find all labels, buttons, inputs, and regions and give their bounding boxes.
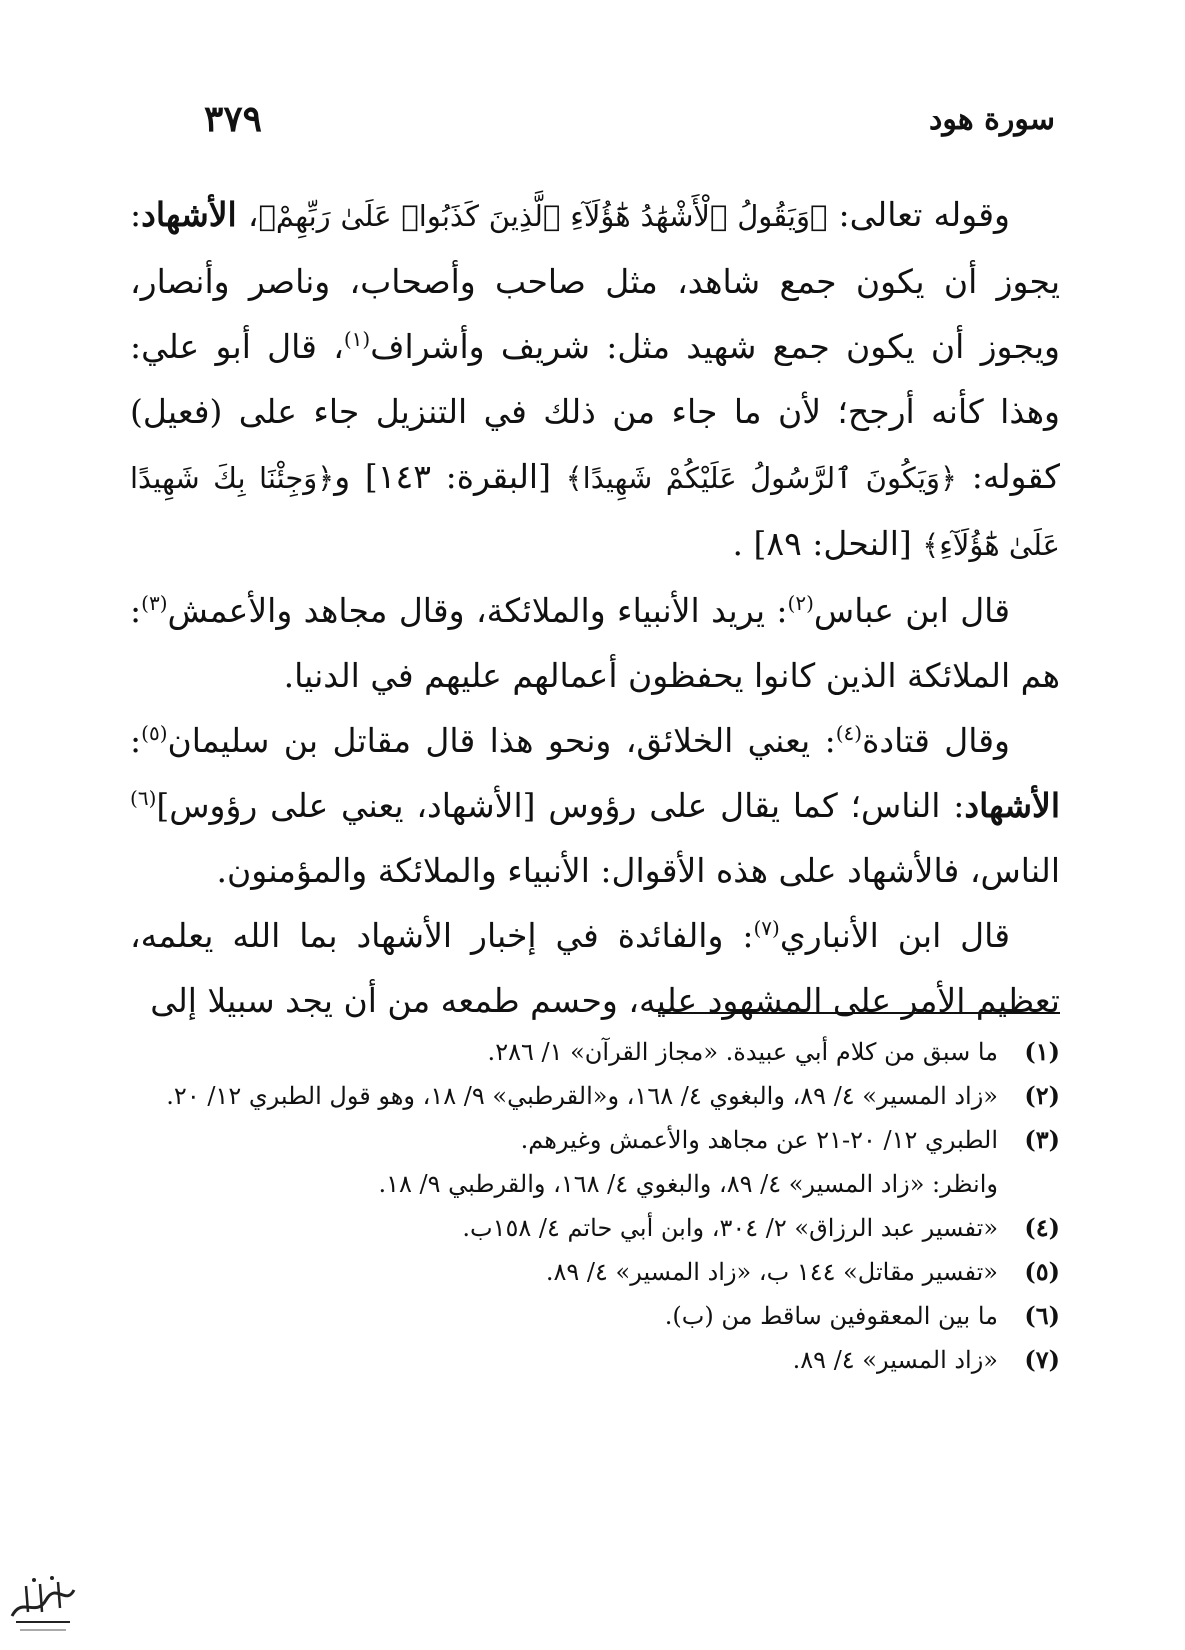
footnote-6 (130, 1294, 1060, 1338)
text-run: : (130, 721, 142, 760)
footnote-ref-3[interactable]: (٣) (141, 591, 168, 615)
footnote-number: (٤) (1024, 1213, 1060, 1242)
text-run: الناس، فالأشهاد على هذه الأقوال: الأنبياء والملائكة والمؤمنون. (216, 851, 1060, 890)
term-ashhad: الأشهاد (141, 195, 237, 234)
footnote-2 (130, 1074, 1060, 1118)
footnote-ref-7[interactable]: (٧) (753, 916, 780, 940)
text-run: ، قال أبو علي: وهذا كأنه أرجح؛ لأن ما جاء من ذلك في التنزيل جاء على (فعيل) كقوله: (130, 327, 1061, 496)
paragraph-1 (130, 182, 1060, 578)
paragraph-3 (130, 708, 1060, 903)
footnote-5 (130, 1250, 1060, 1294)
text-run: وقوله تعالى: (827, 195, 1010, 234)
footnote-text: الطبري ١٢/ ٢٠-٢١ عن مجاهد والأعمش وغيرهم. (520, 1126, 998, 1154)
footnotes (130, 1030, 1060, 1382)
text-run: : هم الملائكة الذين كانوا يحفظون أعمالهم عليهم في الدنيا. (130, 591, 1060, 695)
text-run: : الناس؛ كما يقال على رؤوس [الأشهاد، يعني على رؤوس] (156, 786, 965, 825)
footnote-4 (130, 1206, 1060, 1250)
footnote-number: (٧) (1024, 1345, 1060, 1374)
footnote-text: ما بين المعقوفين ساقط من (ب). (664, 1302, 998, 1330)
footnote-7 (130, 1338, 1060, 1382)
text-run: : يعني الخلائق، ونحو هذا قال مقاتل بن سليمان (167, 721, 836, 760)
footnote-number: (٦) (1024, 1301, 1060, 1330)
footnote-ref-6[interactable]: (٦) (130, 786, 157, 810)
footnote-text: ما سبق من كلام أبي عبيدة. «مجاز القرآن» ١/ ٢٨٦. (487, 1038, 998, 1066)
footnote-text: «تفسير مقاتل» ١٤٤ ب، «زاد المسير» ٤/ ٨٩. (545, 1258, 998, 1286)
footnote-number: (٣) (1024, 1125, 1060, 1154)
text-run: ، (236, 195, 259, 234)
page-header (170, 98, 1055, 148)
text-run: قال ابن الأنباري (779, 916, 1010, 955)
text-run: [البقرة: ١٤٣] و (334, 457, 566, 496)
running-title: سورة هود (929, 102, 1055, 137)
text-run: [النحل: ٨٩] . (732, 524, 923, 563)
footnote-text: «تفسير عبد الرزاق» ٢/ ٣٠٤، وابن أبي حاتم ٤/ ١٥٨ب. (462, 1214, 998, 1242)
footnote-ref-2[interactable]: (٢) (787, 591, 814, 615)
text-run: قال ابن عباس (813, 591, 1010, 630)
footnote-text: «زاد المسير» ٤/ ٨٩، والبغوي ٤/ ١٦٨، و«القرطبي» ٩/ ١٨، وهو قول الطبري ١٢/ ٢٠. (166, 1082, 998, 1110)
footnote-separator (658, 1012, 1060, 1014)
footnote-number: (٢) (1024, 1081, 1060, 1110)
footnote-ref-5[interactable]: (٥) (141, 721, 168, 745)
text-run: : يريد الأنبياء والملائكة، وقال مجاهد والأعمش (167, 591, 788, 630)
watermark-logo (6, 1572, 80, 1636)
footnote-number: (٥) (1024, 1257, 1060, 1286)
quran-verse: ﴿وَيَكُونَ ٱلرَّسُولُ عَلَيْكُمْ شَهِيدًا﴾ (565, 461, 958, 495)
paragraph-2 (130, 578, 1060, 708)
term-ashhad: الأشهاد (964, 786, 1060, 825)
text-run: : يجوز أن يكون جمع شاهد، مثل صاحب وأصحاب، وناصر وأنصار، ويجوز أن يكون جمع شهيد مثل: شريف وأشراف (130, 195, 1060, 366)
footnote-ref-1[interactable]: (١) (343, 327, 371, 351)
footnote-ref-4[interactable]: (٤) (835, 721, 863, 745)
quran-verse: ﴿وَجِئْنَا بِكَ شَهِيدًا عَلَىٰ هَٰٓؤُلَآءِ﴾ (130, 461, 1060, 562)
page-number: ٣٧٩ (204, 98, 263, 140)
text-run: : والفائدة في إخبار الأشهاد بما الله يعلمه، تعظيم الأمر على المشهود عليه، وحسم طمعه من أن يجد سبيلا إلى (130, 916, 1060, 1020)
footnote-3 (130, 1118, 1060, 1206)
footnote-text: وانظر: «زاد المسير» ٤/ ٨٩، والبغوي ٤/ ١٦٨، والقرطبي ٩/ ١٨. (378, 1170, 998, 1198)
footnote-text: «زاد المسير» ٤/ ٨٩. (792, 1346, 998, 1374)
footnote-number: (١) (1024, 1037, 1060, 1066)
quran-verse: ﴿وَيَقُولُ ٱلْأَشْهَٰدُ هَٰٓؤُلَآءِ ٱلَّذِينَ كَذَبُوا۟ عَلَىٰ رَبِّهِمْ﴾ (258, 199, 828, 233)
text-run: وقال قتادة (862, 721, 1010, 760)
footnote-1 (130, 1030, 1060, 1074)
main-text (130, 182, 1060, 1033)
